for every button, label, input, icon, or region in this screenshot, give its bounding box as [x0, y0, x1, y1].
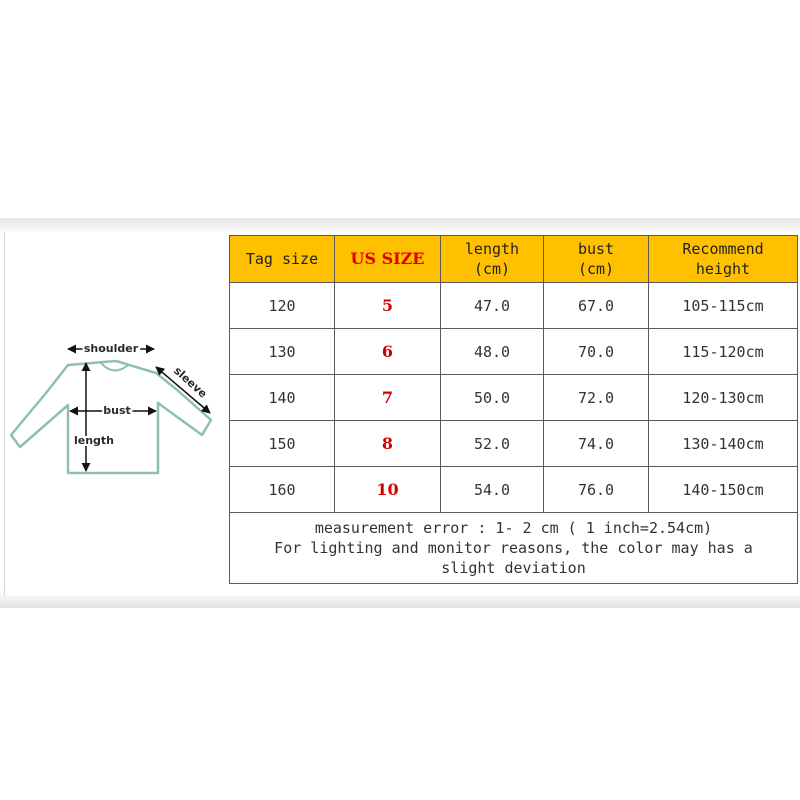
- header-length: length (cm): [441, 236, 544, 283]
- cell-length: 47.0: [441, 283, 544, 329]
- table-note-row: [230, 513, 798, 584]
- size-chart-table: [229, 235, 798, 584]
- cell-bust: 70.0: [544, 329, 649, 375]
- cell-length: 54.0: [441, 467, 544, 513]
- bust-label: bust: [103, 404, 131, 417]
- table-header-row: [230, 236, 798, 283]
- table-row: [230, 283, 798, 329]
- cell-tag: 120: [230, 283, 335, 329]
- header-us-size: US SIZE: [335, 236, 441, 283]
- cell-us-size: 7: [335, 375, 441, 421]
- table-row: [230, 375, 798, 421]
- cell-bust: 67.0: [544, 283, 649, 329]
- cell-height: 130-140cm: [649, 421, 798, 467]
- cell-us-size: 10: [335, 467, 441, 513]
- cell-us-size: 8: [335, 421, 441, 467]
- shoulder-label: shoulder: [83, 342, 139, 355]
- cell-us-size: 6: [335, 329, 441, 375]
- header-bust: bust (cm): [544, 236, 649, 283]
- garment-measurement-diagram: [6, 325, 222, 485]
- table-row: [230, 467, 798, 513]
- cell-tag: 160: [230, 467, 335, 513]
- cell-us-size: 5: [335, 283, 441, 329]
- note-line-2: For lighting and monitor reasons, the color may has a: [274, 539, 753, 557]
- cell-length: 50.0: [441, 375, 544, 421]
- sleeve-label: sleeve: [171, 364, 210, 401]
- cell-tag: 150: [230, 421, 335, 467]
- header-tag-size: Tag size: [230, 236, 335, 283]
- cell-height: 140-150cm: [649, 467, 798, 513]
- cell-bust: 76.0: [544, 467, 649, 513]
- cell-tag: 130: [230, 329, 335, 375]
- table-row: [230, 329, 798, 375]
- cell-length: 52.0: [441, 421, 544, 467]
- cell-length: 48.0: [441, 329, 544, 375]
- cell-bust: 72.0: [544, 375, 649, 421]
- header-recommend-height: Recommend height: [649, 236, 798, 283]
- cell-height: 120-130cm: [649, 375, 798, 421]
- length-label: length: [73, 434, 115, 447]
- cell-tag: 140: [230, 375, 335, 421]
- cell-height: 115-120cm: [649, 329, 798, 375]
- cell-bust: 74.0: [544, 421, 649, 467]
- table-row: [230, 421, 798, 467]
- note-line-3: slight deviation: [441, 559, 586, 577]
- note-line-1: measurement error : 1- 2 cm ( 1 inch=2.54cm): [314, 519, 713, 537]
- measurement-note: [230, 513, 798, 584]
- cell-height: 105-115cm: [649, 283, 798, 329]
